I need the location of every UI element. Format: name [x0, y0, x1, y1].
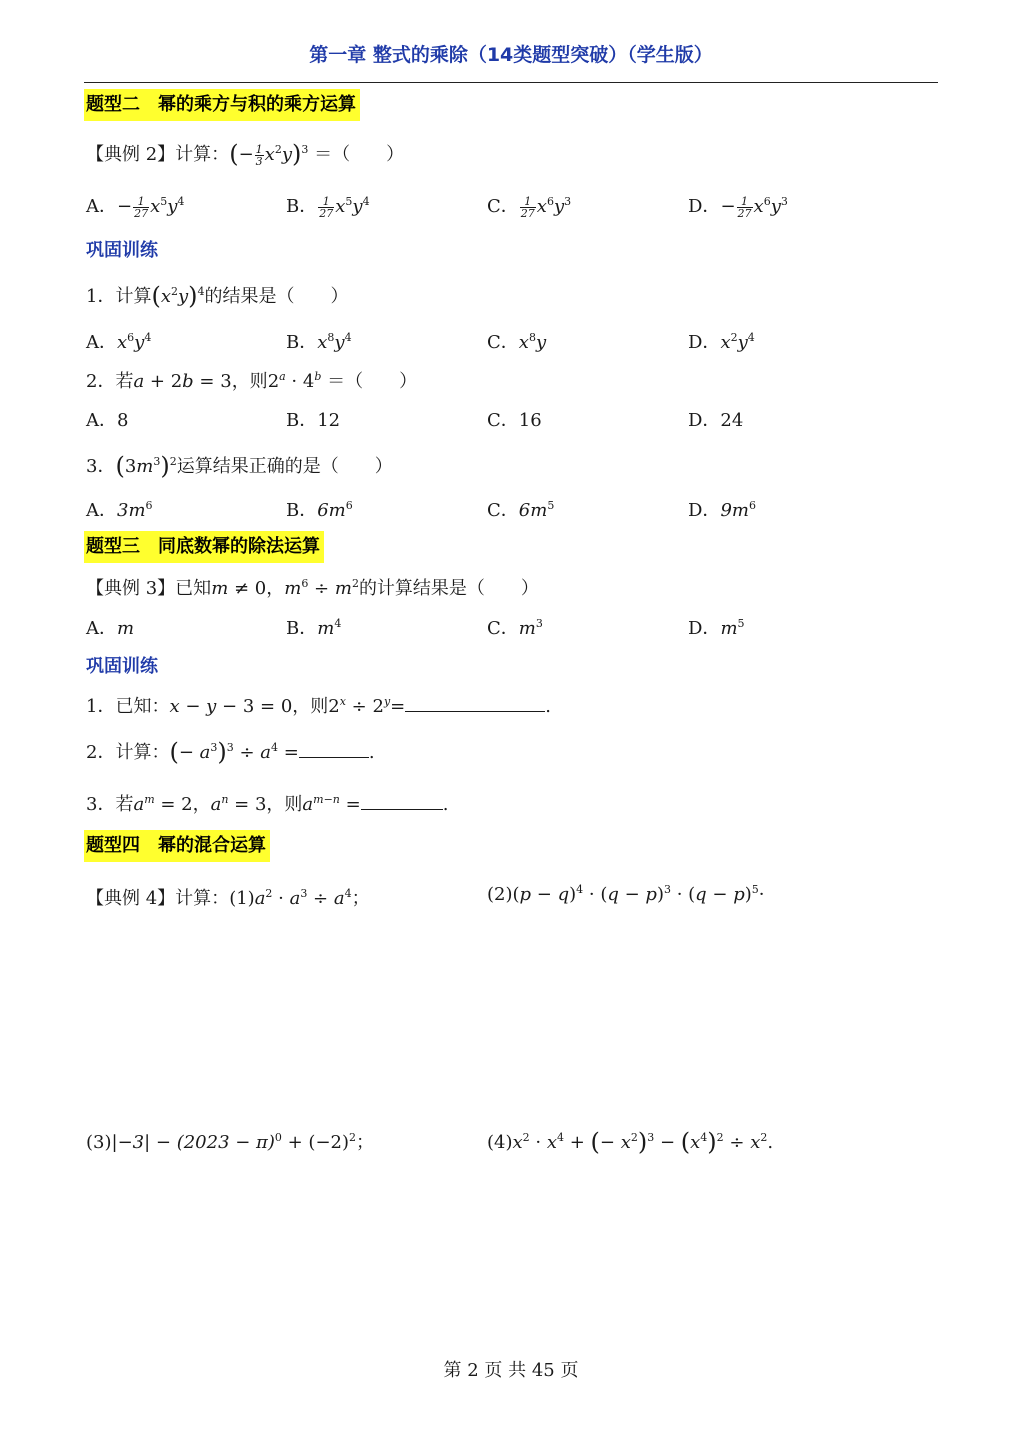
answer-blank-1[interactable] — [405, 697, 545, 712]
practice-1-question-1: 1．计算$(x^2y)^4$的结果是（ ） — [86, 282, 349, 310]
practice-2-question-1: 1．已知：x − y − 3 = 0，则$2^x \div 2^y=$ . — [86, 695, 551, 717]
practice-2-question-2: 2．计算：(− $a^3)^3 \div a^4$ = . — [86, 738, 375, 766]
practice-1-q2-option-b[interactable]: B．12 — [286, 410, 341, 431]
practice-label-2: 巩固训练 — [86, 656, 158, 677]
practice-1-q1-option-d[interactable]: D．$x^2y^4$ — [688, 331, 755, 353]
answer-blank-3[interactable] — [361, 795, 443, 810]
example-2-question — [86, 140, 404, 168]
example-3-option-d[interactable]: D．$m^5$ — [688, 617, 745, 639]
example-2-option-a[interactable]: A．− $\frac{1}{27}$ $x^5y^4$ — [86, 194, 185, 220]
practice-1-question-3: 3．$(3m^3)^2$运算结果正确的是（ ） — [86, 452, 393, 480]
example-4-part-4: $(4)x^2 \cdot x^4$ + (− $x^2)^3 - (x^4)^2 \div x^2$. — [487, 1128, 774, 1156]
example-2-expression: (− $\frac{1}{3}$ $x^2y)^3$ — [229, 140, 309, 168]
practice-2-question-3: 3．若$a^m = 2$，$a^n = 3$，则$a^{m-n}$ = . — [86, 793, 449, 815]
example-3-question: 【典例 3】已知m ≠ 0，$m^6 \div m^2$的计算结果是（ ） — [86, 577, 539, 599]
example-4-part-1: 【典例 4】计算：$(1)a^2 \cdot a^3 \div a^4$； — [86, 887, 370, 909]
practice-1-q1-option-b[interactable]: B．$x^8y^4$ — [286, 331, 352, 353]
example-2-tail: ＝（ ） — [314, 144, 405, 165]
example-3-option-b[interactable]: B．$m^4$ — [286, 617, 342, 639]
example-2-option-c[interactable]: C． $\frac{1}{27}$ $x^6y^3$ — [487, 194, 572, 220]
section-title-4: 题型四 幂的混合运算 — [84, 830, 270, 862]
example-2-option-d[interactable]: D．− $\frac{1}{27}$ $x^6y^3$ — [688, 194, 788, 220]
practice-1-q2-option-d[interactable]: D．24 — [688, 410, 744, 431]
practice-1-q2-option-a[interactable]: A．8 — [86, 410, 129, 431]
practice-1-q1-option-a[interactable]: A．$x^6y^4$ — [86, 331, 152, 353]
example-3-option-c[interactable]: C．$m^3$ — [487, 617, 543, 639]
page-header-title: 第一章 整式的乘除（14类题型突破）（学生版） — [309, 44, 713, 66]
practice-1-question-2: 2．若a + 2b = 3，则$2^a \cdot 4^b$ ＝（ ） — [86, 370, 418, 392]
practice-1-q3-option-a[interactable]: A．$3m^6$ — [86, 499, 153, 521]
practice-1-q3-option-c[interactable]: C．$6m^5$ — [487, 499, 555, 521]
header-divider — [84, 82, 938, 83]
answer-blank-2[interactable] — [299, 743, 369, 758]
section-title-3: 题型三 同底数幂的除法运算 — [84, 531, 324, 563]
example-4-part-3: $(3)|-3| - (2023 - \pi)^0 + (-2)^2$； — [86, 1131, 375, 1153]
section-title-2: 题型二 幂的乘方与积的乘方运算 — [84, 89, 360, 121]
example-2-prefix: 【典例 2】计算： — [86, 144, 230, 165]
page-footer: 第 2 页 共 45 页 — [443, 1360, 579, 1381]
example-2-option-b[interactable]: B． $\frac{1}{27}$ $x^5y^4$ — [286, 194, 370, 220]
practice-label-1: 巩固训练 — [86, 240, 158, 261]
practice-1-q2-option-c[interactable]: C．16 — [487, 410, 542, 431]
practice-1-q1-option-c[interactable]: C．$x^8y$ — [487, 331, 547, 353]
example-3-option-a[interactable]: A．m — [86, 618, 135, 639]
practice-1-q3-option-b[interactable]: B．$6m^6$ — [286, 499, 353, 521]
practice-1-q3-option-d[interactable]: D．$9m^6$ — [688, 499, 756, 521]
example-4-part-2: $(2)(p - q)^4 \cdot (q - p)^3 \cdot (q - p)^5\cdot$ — [487, 883, 765, 905]
